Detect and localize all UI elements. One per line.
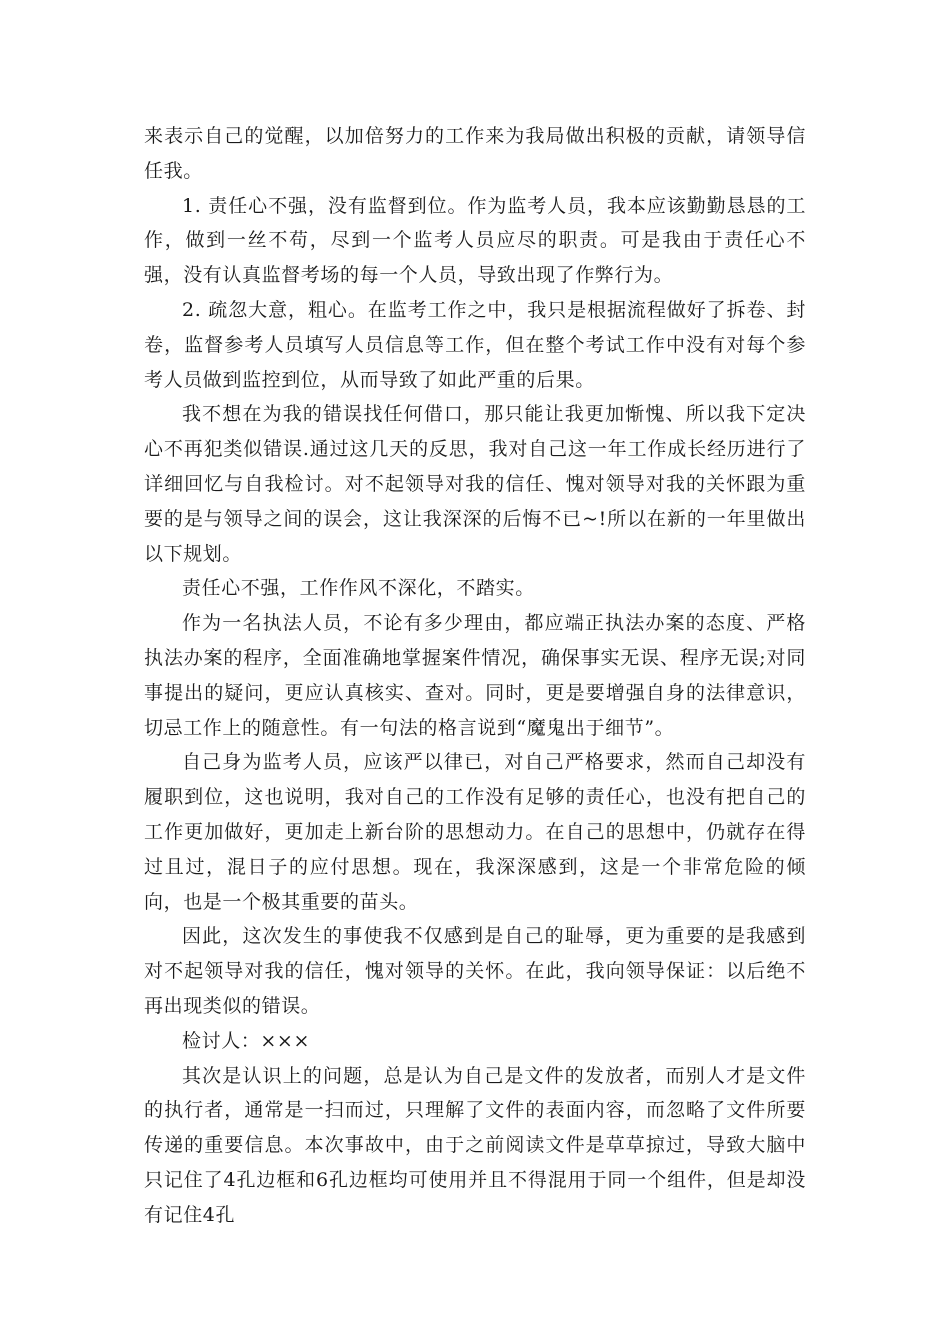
paragraph-continuation: 来表示自己的觉醒，以加倍努力的工作来为我局做出积极的贡献，请领导信任我。: [144, 125, 806, 182]
paragraph-understanding: 其次是认识上的问题，总是认为自己是文件的发放者，而别人才是文件的执行者，通常是一扫而过，只理解了文件的表面内容，而忽略了文件所要传递的重要信息。本次事故中，由于之前阅读文件是草草掠过，导致大脑中只记住了4孔边框和6孔边框均可使用并且不得混用于同一个组件，但是却没有记住4孔: [144, 1064, 806, 1226]
paragraph-reflection: 我不想在为我的错误找任何借口，那只能让我更加惭愧、所以我下定决心不再犯类似错误.通过这几天的反思，我对自己这一年工作成长经历进行了详细回忆与自我检讨。对不起领导对我的信任、愧对领导对我的关怀跟为重要的是与领导之间的误会，这让我深深的后悔不已~!所以在新的一年里做出以下规划。: [144, 403, 806, 565]
signature-line: 检讨人：×××: [182, 1029, 310, 1052]
paragraph-item-1: 1. 责任心不强，没有监督到位。作为监考人员，我本应该勤勤恳恳的工作，做到一丝不苟，尽到一个监考人员应尽的职责。可是我由于责任心不强，没有认真监督考场的每一个人员，导致出现了作弊行为。: [144, 194, 806, 287]
paragraph-law-enforcement: 作为一名执法人员，不论有多少理由，都应端正执法办案的态度、严格执法办案的程序，全面准确地掌握案件情况，确保事实无误、程序无误;对同事提出的疑问，更应认真核实、查对。同时，更是要增强自身的法律意识，切忌工作上的随意性。有一句法的格言说到“魔鬼出于细节”。: [144, 612, 806, 739]
paragraph-pledge: 因此，这次发生的事使我不仅感到是自己的耻辱，更为重要的是我感到对不起领导对我的信任，愧对领导的关怀。在此，我向领导保证：以后绝不再出现类似的错误。: [144, 925, 806, 1017]
document-body: [144, 119, 806, 1233]
paragraph-self-examination: 自己身为监考人员，应该严以律已，对自己严格要求，然而自己却没有履职到位，这也说明，我对自己的工作没有足够的责任心，也没有把自己的工作更加做好，更加走上新台阶的思想动力。在自己的思想中，仍就存在得过且过，混日子的应付思想。现在，我深深感到，这是一个非常危险的倾向，也是一个极其重要的苗头。: [144, 751, 806, 913]
paragraph-heading-line: 责任心不强，工作作风不深化，不踏实。: [182, 577, 535, 600]
paragraph-item-2: 2. 疏忽大意，粗心。在监考工作之中，我只是根据流程做好了拆卷、封卷，监督参考人员填写人员信息等工作，但在整个考试工作中没有对每个参考人员做到监控到位，从而导致了如此严重的后果。: [144, 298, 806, 391]
